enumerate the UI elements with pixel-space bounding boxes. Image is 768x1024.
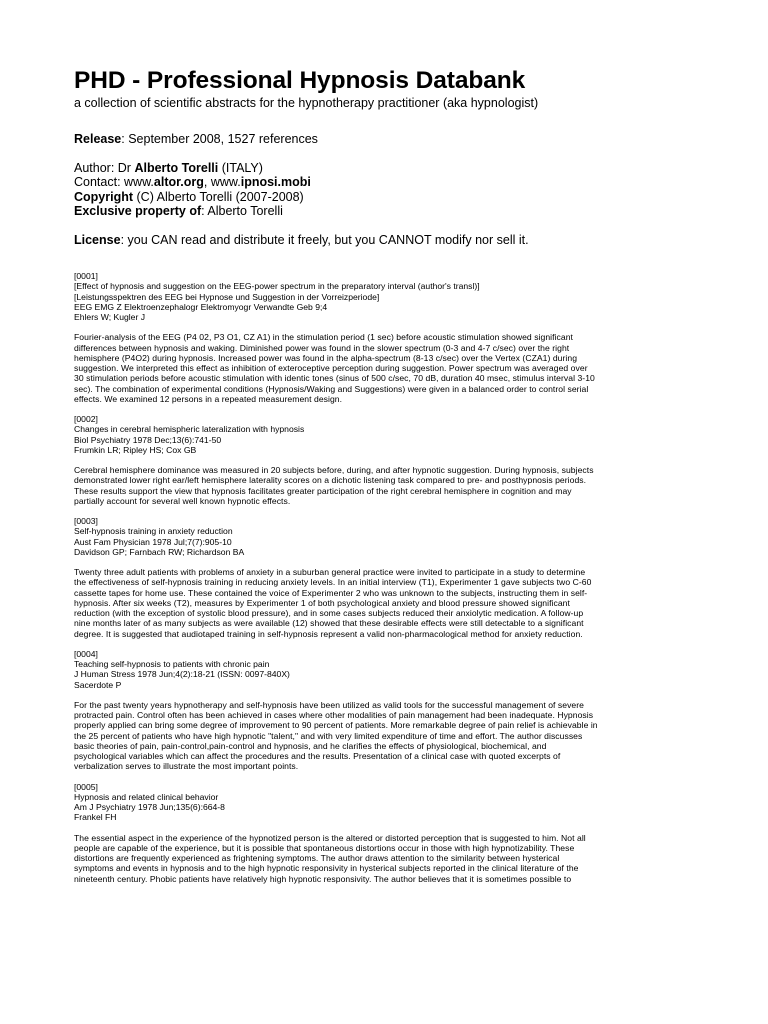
abstract-line: hypnosis. After six weeks (T2), measures by Experimenter 1 of both psychological anxiety and blood pressure showed significant [74,597,570,608]
record-citation-line: Teaching self-hypnosis to patients with chronic pain [74,659,270,669]
author-name: Alberto Torelli [134,160,219,175]
release-line [74,132,700,147]
record-citation-line: [Leistungsspektren des EEG bei Hypnose und Suggestion in der Vorreizperiode] [74,291,380,302]
record-abstract [74,567,700,639]
abstract-line: verbalization serves to illustrate the most important points. [74,761,299,772]
record-id: [0002] [74,414,98,424]
record-abstract [74,833,700,884]
abstract-line: demonstrated lower right ear/left hemisphere laterality scores on a dichotic listening task compared to pre- and posthypnosis periods. [74,475,587,486]
record-citation-line: Biol Psychiatry 1978 Dec;13(6):741-50 [74,434,222,445]
document-page [74,66,700,894]
abstract-line: differences between hypnosis and waking. Diminished power was found in the slower spectrum (0-3 and 4-7 c/sec) over the right [74,342,570,353]
record-entry [74,782,700,884]
abstract-line: the 25 percent of patients who have high hypnotic "talent," and with very limited expenditure of time and effort. The author discusses [74,730,583,741]
copyright-value: (C) Alberto Torelli (2007-2008) [133,189,304,204]
record-id: [0001] [74,271,98,281]
record-citation-line: Davidson GP; Farnbach RW; Richardson BA [74,546,245,557]
record-citation-line: Frankel FH [74,812,117,823]
copyright-label: Copyright [74,189,134,204]
record-abstract [74,700,700,772]
record-citation-line: Hypnosis and related clinical behavior [74,791,219,802]
record-entry [74,271,700,404]
page-title: PHD - Professional Hypnosis Databank [74,67,526,94]
abstract-line: suggestion. We interpreted this effect as inhibition of exteroceptive perception during suggestion. Power spectrum was averaged over [74,363,588,373]
abstract-line: psychological variables which can affect the procedures and the results. Presentation of a clinical case with quoted excerpts of [74,751,561,761]
author-label: Author: Dr [74,160,135,175]
abstract-line: These results support the view that hypnosis facilitates greater participation of the right cerebral hemisphere in cognition and may [74,485,572,496]
abstract-line: 30 stimulation periods before acoustic stimulation with identic tones (sinus of 500 c/sec, 70 dB, duration 40 msec, stimulus interval 3-10 [74,373,595,384]
contact-site-1[interactable]: altor.org [153,175,204,189]
release-value: : September 2008, 1527 references [121,132,318,146]
contact-label: Contact: www. [74,175,154,189]
author-line [74,161,700,176]
record-citation-line: [Effect of hypnosis and suggestion on the EEG-power spectrum in the preparatory interval (author's transl)] [74,281,480,292]
abstract-line: effects. We examined 12 persons in a repeated measurement design. [74,393,343,404]
abstract-line: nineteenth century. Phobic patients have relatively high hypnotic responsivity. The author believes that it is sometimes possible to [74,873,572,884]
release-label: Release [74,132,122,146]
record-citation-line: Self-hypnosis training in anxiety reduction [74,526,233,537]
abstract-line: basic theories of pain, pain-control,pain-control and hypnosis, and he clarifies the effects of physiological, biochemical, and [74,740,547,751]
abstract-line: sec). The combination of experimental conditions (Hypnosis/Waking and Suggestions) were given in a balanced order to control serial [74,383,589,394]
abstract-line: partially account for several well known hypnotic effects. [74,495,291,506]
license-label: License [74,232,121,247]
record-id: [0004] [74,648,98,659]
abstract-line: For the past twenty years hypnotherapy and self-hypnosis have been utilized as valid tools for the successful management of severe [74,699,584,710]
abstract-line: the effectiveness of self-hypnosis training in reducing anxiety levels. In an initial interview (T1), Experimenter 1 gave subjects two C-60 [74,577,592,588]
records-list [74,271,700,884]
abstract-line: reduction (with the exception of systolic blood pressure), and in some cases subjects reduced their anxiolytic medication. A follow-up [74,608,584,618]
record-citation-line: Frumkin LR; Ripley HS; Cox GB [74,444,197,455]
record-id: [0003] [74,516,98,526]
abstract-line: Cerebral hemisphere dominance was measured in 20 subjects before, during, and after hypnotic suggestion. During hypnosis, subjects [74,465,594,475]
record-id: [0005] [74,781,98,792]
record-citation-line: J Human Stress 1978 Jun;4(2):18-21 (ISSN: 0097-840X) [74,669,290,680]
abstract-line: Fourier-analysis of the EEG (P4 02, P3 O1, CZ A1) in the stimulation period (1 sec) before acoustic stimulation showed significant [74,332,573,343]
record-citation-line: Changes in cerebral hemispheric lateralization with hypnosis [74,424,305,435]
abstract-line: symptoms and events in hypnosis and to the high hypnotic responsivity in hysterical subjects reported in the clinical literature of the [74,863,579,874]
property-line [74,204,700,219]
abstract-line: hemisphere (P4O2) during hypnosis. Increased power was found in the alpha-spectrum (8-13 c/sec) over the Vertex (CZA1) during [74,352,578,363]
abstract-line: distortions are frequently experienced as frightening symptoms. The author draws attention to the similarity between hysterical [74,853,560,863]
license-value: : you CAN read and distribute it freely, but you CANNOT modify nor sell it. [120,232,529,247]
copyright-line [74,190,700,205]
license-line [74,233,700,248]
abstract-line: The essential aspect in the experience of the hypnotized person is the altered or distorted perception that is suggested to him. Not all [74,832,586,843]
abstract-line: Twenty three adult patients with problems of anxiety in a suburban general practice were invited to participate in a study to determine [74,567,586,577]
property-label: Exclusive property of [74,204,202,218]
contact-sep: , www. [203,175,241,189]
property-value: : Alberto Torelli [201,204,283,218]
abstract-line: nine months later of as many subjects as were available (12) showed that these desirable effects were still detectable to a significant [74,618,584,629]
author-block [74,161,700,219]
contact-site-2[interactable]: ipnosi.mobi [240,175,311,189]
record-entry [74,649,700,772]
contact-line [74,175,700,190]
abstract-line: people are capable of the experience, but it is possible that spontaneous distortions occur in those with high hypnotizability. These [74,842,575,853]
record-citation-line: Ehlers W; Kugler J [74,312,146,322]
abstract-line: properly applied can bring some degree of improvement to 90 percent of patients. More remarkable degree of pain relief is achievable in [74,720,598,731]
abstract-line: cassette tapes for home use. These contained the voice of Experimenter 2 who was unknown to the subjects, instructing them in self- [74,587,588,598]
record-abstract [74,465,700,506]
author-country: (ITALY) [218,160,263,175]
page-subtitle: a collection of scientific abstracts for the hypnotherapy practitioner (aka hypnologist) [74,96,539,110]
abstract-line: degree. It is suggested that audiotaped training in self-hypnosis represent a valid non-pharmacological method for anxiety reduction. [74,628,583,639]
record-entry [74,414,700,506]
record-citation-line: EEG EMG Z Elektroenzephalogr Elektromyogr Verwandte Geb 9;4 [74,301,328,312]
record-abstract [74,332,700,404]
record-citation-line: Aust Fam Physician 1978 Jul;7(7):905-10 [74,536,232,547]
record-citation-line: Sacerdote P [74,679,122,690]
record-entry [74,516,700,639]
abstract-line: protracted pain. Control often has been achieved in cases where other modalities of pain management had been inadequate. Hypnosis [74,710,594,720]
record-citation-line: Am J Psychiatry 1978 Jun;135(6):664-8 [74,802,225,812]
